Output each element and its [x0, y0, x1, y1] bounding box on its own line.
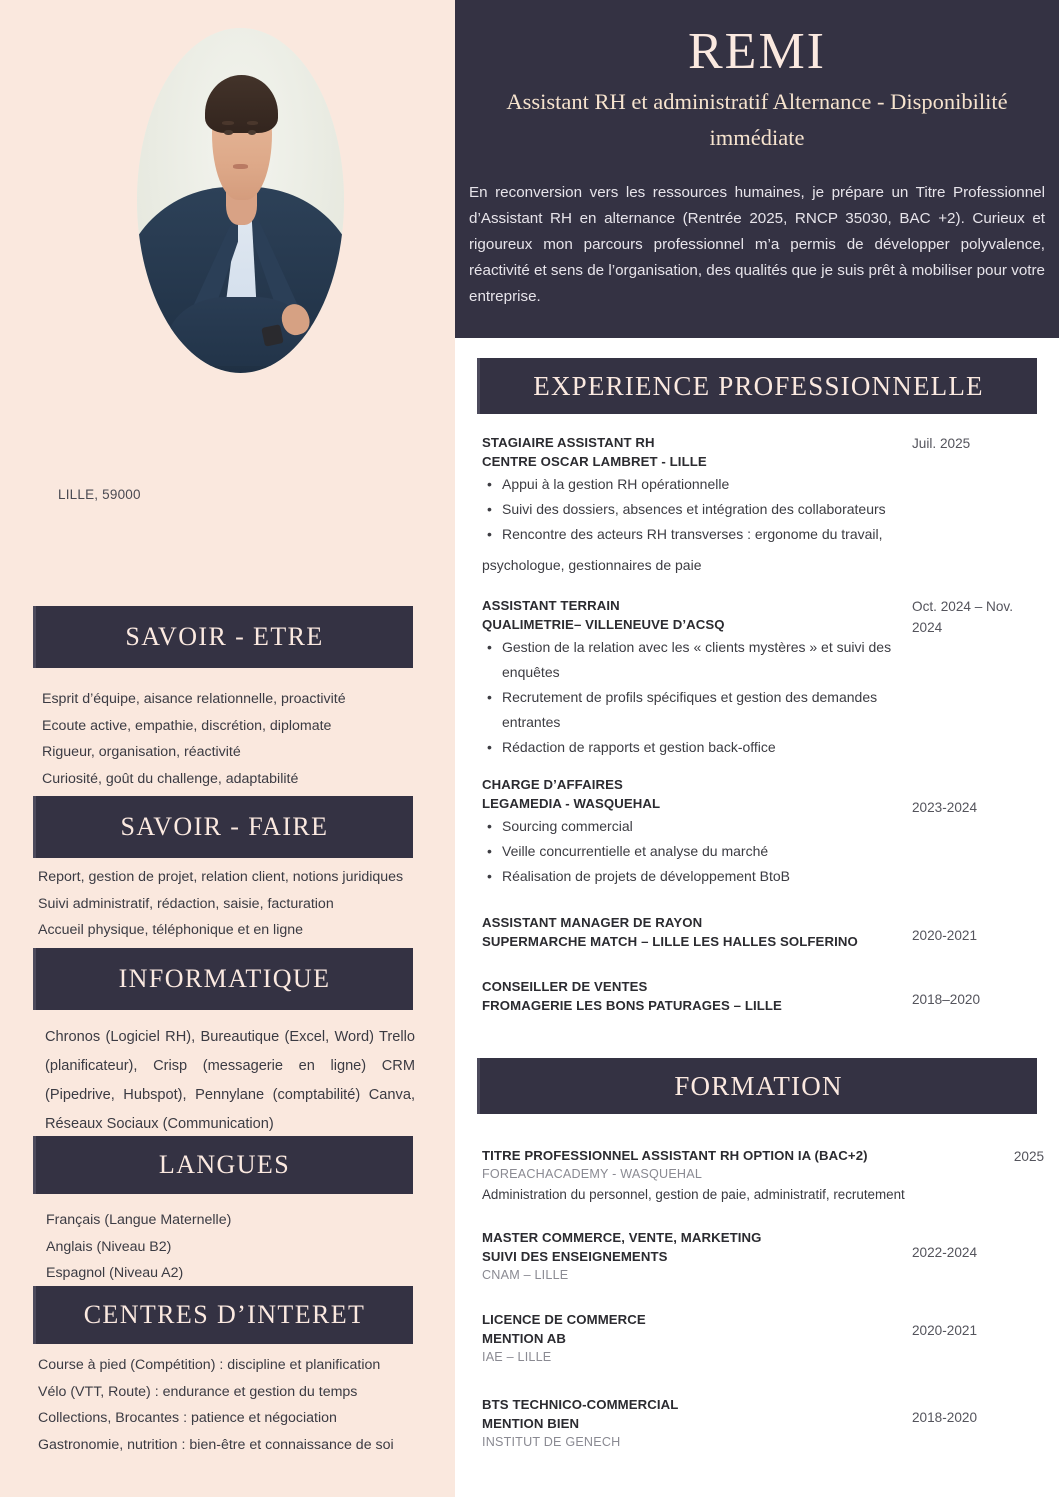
bullet-item: • Gestion de la relation avec les « clients mystères » et suivi des enquêtes: [482, 635, 922, 685]
section-title-savoir-etre: SAVOIR - ETRE: [125, 622, 324, 651]
entry-org: LEGAMEDIA - WASQUEHAL: [482, 796, 661, 811]
formation-entry: [482, 1395, 1042, 1452]
centres-interet-list: [38, 1352, 438, 1458]
list-item: Suivi administratif, rédaction, saisie, facturation: [38, 895, 334, 912]
list-item: Anglais (Niveau B2): [46, 1238, 172, 1255]
entry-degree: LICENCE DE COMMERCE: [482, 1312, 646, 1327]
list-item: Collections, Brocantes : patience et négociation: [38, 1410, 337, 1426]
section-header-formation: [477, 1058, 1037, 1114]
list-item: Rigueur, organisation, réactivité: [42, 744, 241, 760]
experience-entry: [482, 596, 1042, 760]
list-item: Course à pied (Compétition) : discipline et planification: [38, 1357, 381, 1373]
entry-school: INSTITUT DE GENECH: [482, 1435, 621, 1449]
entry-degree: BTS TECHNICO-COMMERCIAL: [482, 1397, 679, 1412]
entry-date: Juil. 2025: [912, 436, 971, 451]
main-column: [455, 0, 1059, 1497]
list-item: Curiosité, goût du challenge, adaptabilité: [42, 770, 299, 787]
avatar: [137, 28, 344, 373]
portrait-photo: [137, 28, 344, 373]
entry-bullets: [482, 635, 1042, 760]
experience-entry: [482, 913, 1042, 951]
job-headline: Assistant RH et administratif Alternance - Disponibilité immédiate: [506, 89, 1008, 150]
experience-entry: [482, 433, 1042, 575]
photo-eye-left: [224, 130, 233, 136]
bullet-item: • Sourcing commercial: [482, 814, 922, 839]
entry-description: Administration du personnel, gestion de paie, administratif, recrutement: [482, 1187, 905, 1202]
entry-org: QUALIMETRIE– VILLENEUVE D’ACSQ: [482, 617, 725, 632]
entry-school: IAE – LILLE: [482, 1350, 552, 1364]
bullet-item: • Rencontre des acteurs RH transverses : ergonome du travail,: [482, 522, 922, 547]
list-item: Accueil physique, téléphonique et en ligne: [38, 922, 304, 938]
section-header-savoir-faire: [33, 796, 413, 858]
section-title-centres-interet: CENTRES D’INTERET: [83, 1300, 366, 1329]
entry-role: STAGIAIRE ASSISTANT RH: [482, 435, 655, 450]
entry-role: CHARGE D’AFFAIRES: [482, 777, 623, 792]
entry-org: FROMAGERIE LES BONS PATURAGES – LILLE: [482, 998, 782, 1013]
section-title-langues: LANGUES: [158, 1150, 291, 1179]
entry-date: 2018–2020: [912, 992, 981, 1007]
photo-mouth: [233, 164, 247, 168]
entry-date: 2020-2021: [912, 1323, 978, 1338]
list-item: Vélo (VTT, Route) : endurance et gestion du temps: [38, 1383, 358, 1400]
experience-entry: [482, 977, 1042, 1015]
section-header-centres-interet: [33, 1286, 413, 1344]
savoir-faire-list: [38, 864, 438, 944]
bullet-item: • Recrutement de profils spécifiques et gestion des demandes entrantes: [482, 685, 922, 735]
section-title-savoir-faire: SAVOIR - FAIRE: [120, 812, 329, 841]
bullet-item: • Suivi des dossiers, absences et intégration des collaborateurs: [482, 497, 922, 522]
section-header-informatique: [33, 948, 413, 1010]
section-header-experience: [477, 358, 1037, 414]
entry-date: 2023-2024: [912, 800, 978, 815]
hero-block: [455, 0, 1059, 338]
entry-role: ASSISTANT TERRAIN: [482, 598, 620, 613]
entry-bullet-continuation: psychologue, gestionnaires de paie: [482, 557, 702, 573]
formation-entry: [482, 1310, 1042, 1367]
list-item: Esprit d’équipe, aisance relationnelle, proactivité: [42, 691, 346, 707]
photo-eyebrow-right: [247, 121, 258, 125]
list-item: Report, gestion de projet, relation client, notions juridiques: [38, 869, 404, 885]
formation-entry: [482, 1228, 1042, 1285]
page-title: REMI: [688, 23, 826, 80]
entry-date: Oct. 2024 – Nov. 2024: [912, 599, 1013, 635]
entry-degree-second-line: MENTION BIEN: [482, 1416, 580, 1431]
entry-school: FOREACHACADEMY - WASQUEHAL: [482, 1167, 703, 1181]
langues-list: [46, 1207, 446, 1287]
entry-school: CNAM – LILLE: [482, 1268, 569, 1282]
bullet-item: • Réalisation de projets de développement BtoB: [482, 864, 922, 889]
section-header-langues: [33, 1136, 413, 1194]
contact-location: LILLE, 59000: [58, 487, 141, 502]
list-item: Espagnol (Niveau A2): [46, 1265, 184, 1281]
entry-org: CENTRE OSCAR LAMBRET - LILLE: [482, 454, 707, 469]
savoir-etre-list: [42, 686, 442, 792]
section-title-informatique: INFORMATIQUE: [118, 964, 331, 993]
entry-date: 2022-2024: [912, 1245, 978, 1260]
entry-bullets: [482, 814, 1042, 889]
section-header-savoir-etre: [33, 606, 413, 668]
bullet-item: • Veille concurrentielle et analyse du marché: [482, 839, 922, 864]
entry-degree: TITRE PROFESSIONNEL ASSISTANT RH OPTION IA (BAC+2): [482, 1148, 868, 1163]
section-title-experience: EXPERIENCE PROFESSIONNELLE: [533, 370, 984, 401]
photo-eyebrow-left: [222, 121, 233, 125]
informatique-text: Chronos (Logiciel RH), Bureautique (Excel, Word) Trello (planificateur), Crisp (messagerie en ligne) CRM (Pipedrive, Hubspot), Pennylane (comptabilité) Canva, Réseaux Sociaux (Communication): [45, 1029, 415, 1132]
entry-degree-second-line: MENTION AB: [482, 1331, 567, 1346]
entry-role: CONSEILLER DE VENTES: [482, 979, 648, 994]
list-item: Gastronomie, nutrition : bien-être et connaissance de soi: [38, 1436, 394, 1453]
profile-summary: En reconversion vers les ressources humaines, je prépare un Titre Professionnel d’Assistant RH en alternance (Rentrée 2025, RNCP 35030, BAC +2). Curieux et rigoureux mon parcours professionnel m’a permis de développer polyvalence, réactivité et sens de l’organisation, des qualités que je suis prêt à mobiliser pour votre entreprise.: [469, 184, 1045, 305]
entry-bullets: [482, 472, 1042, 547]
sidebar: [0, 0, 455, 1497]
section-title-formation: FORMATION: [674, 1070, 843, 1101]
entry-role: ASSISTANT MANAGER DE RAYON: [482, 915, 703, 930]
experience-entry: [482, 775, 1042, 889]
bullet-item: • Rédaction de rapports et gestion back-office: [482, 735, 922, 760]
entry-date: 2025: [1013, 1149, 1045, 1164]
formation-entry: [482, 1146, 1045, 1205]
entry-degree: MASTER COMMERCE, VENTE, MARKETING: [482, 1230, 762, 1245]
list-item: Français (Langue Maternelle): [46, 1212, 232, 1228]
entry-org: SUPERMARCHE MATCH – LILLE LES HALLES SOLFERINO: [482, 934, 858, 949]
entry-date: 2020-2021: [912, 928, 978, 943]
list-item: Ecoute active, empathie, discrétion, diplomate: [42, 717, 332, 734]
entry-degree-second-line: SUIVI DES ENSEIGNEMENTS: [482, 1249, 668, 1264]
bullet-item: • Appui à la gestion RH opérationnelle: [482, 472, 922, 497]
entry-date: 2018-2020: [912, 1410, 978, 1425]
